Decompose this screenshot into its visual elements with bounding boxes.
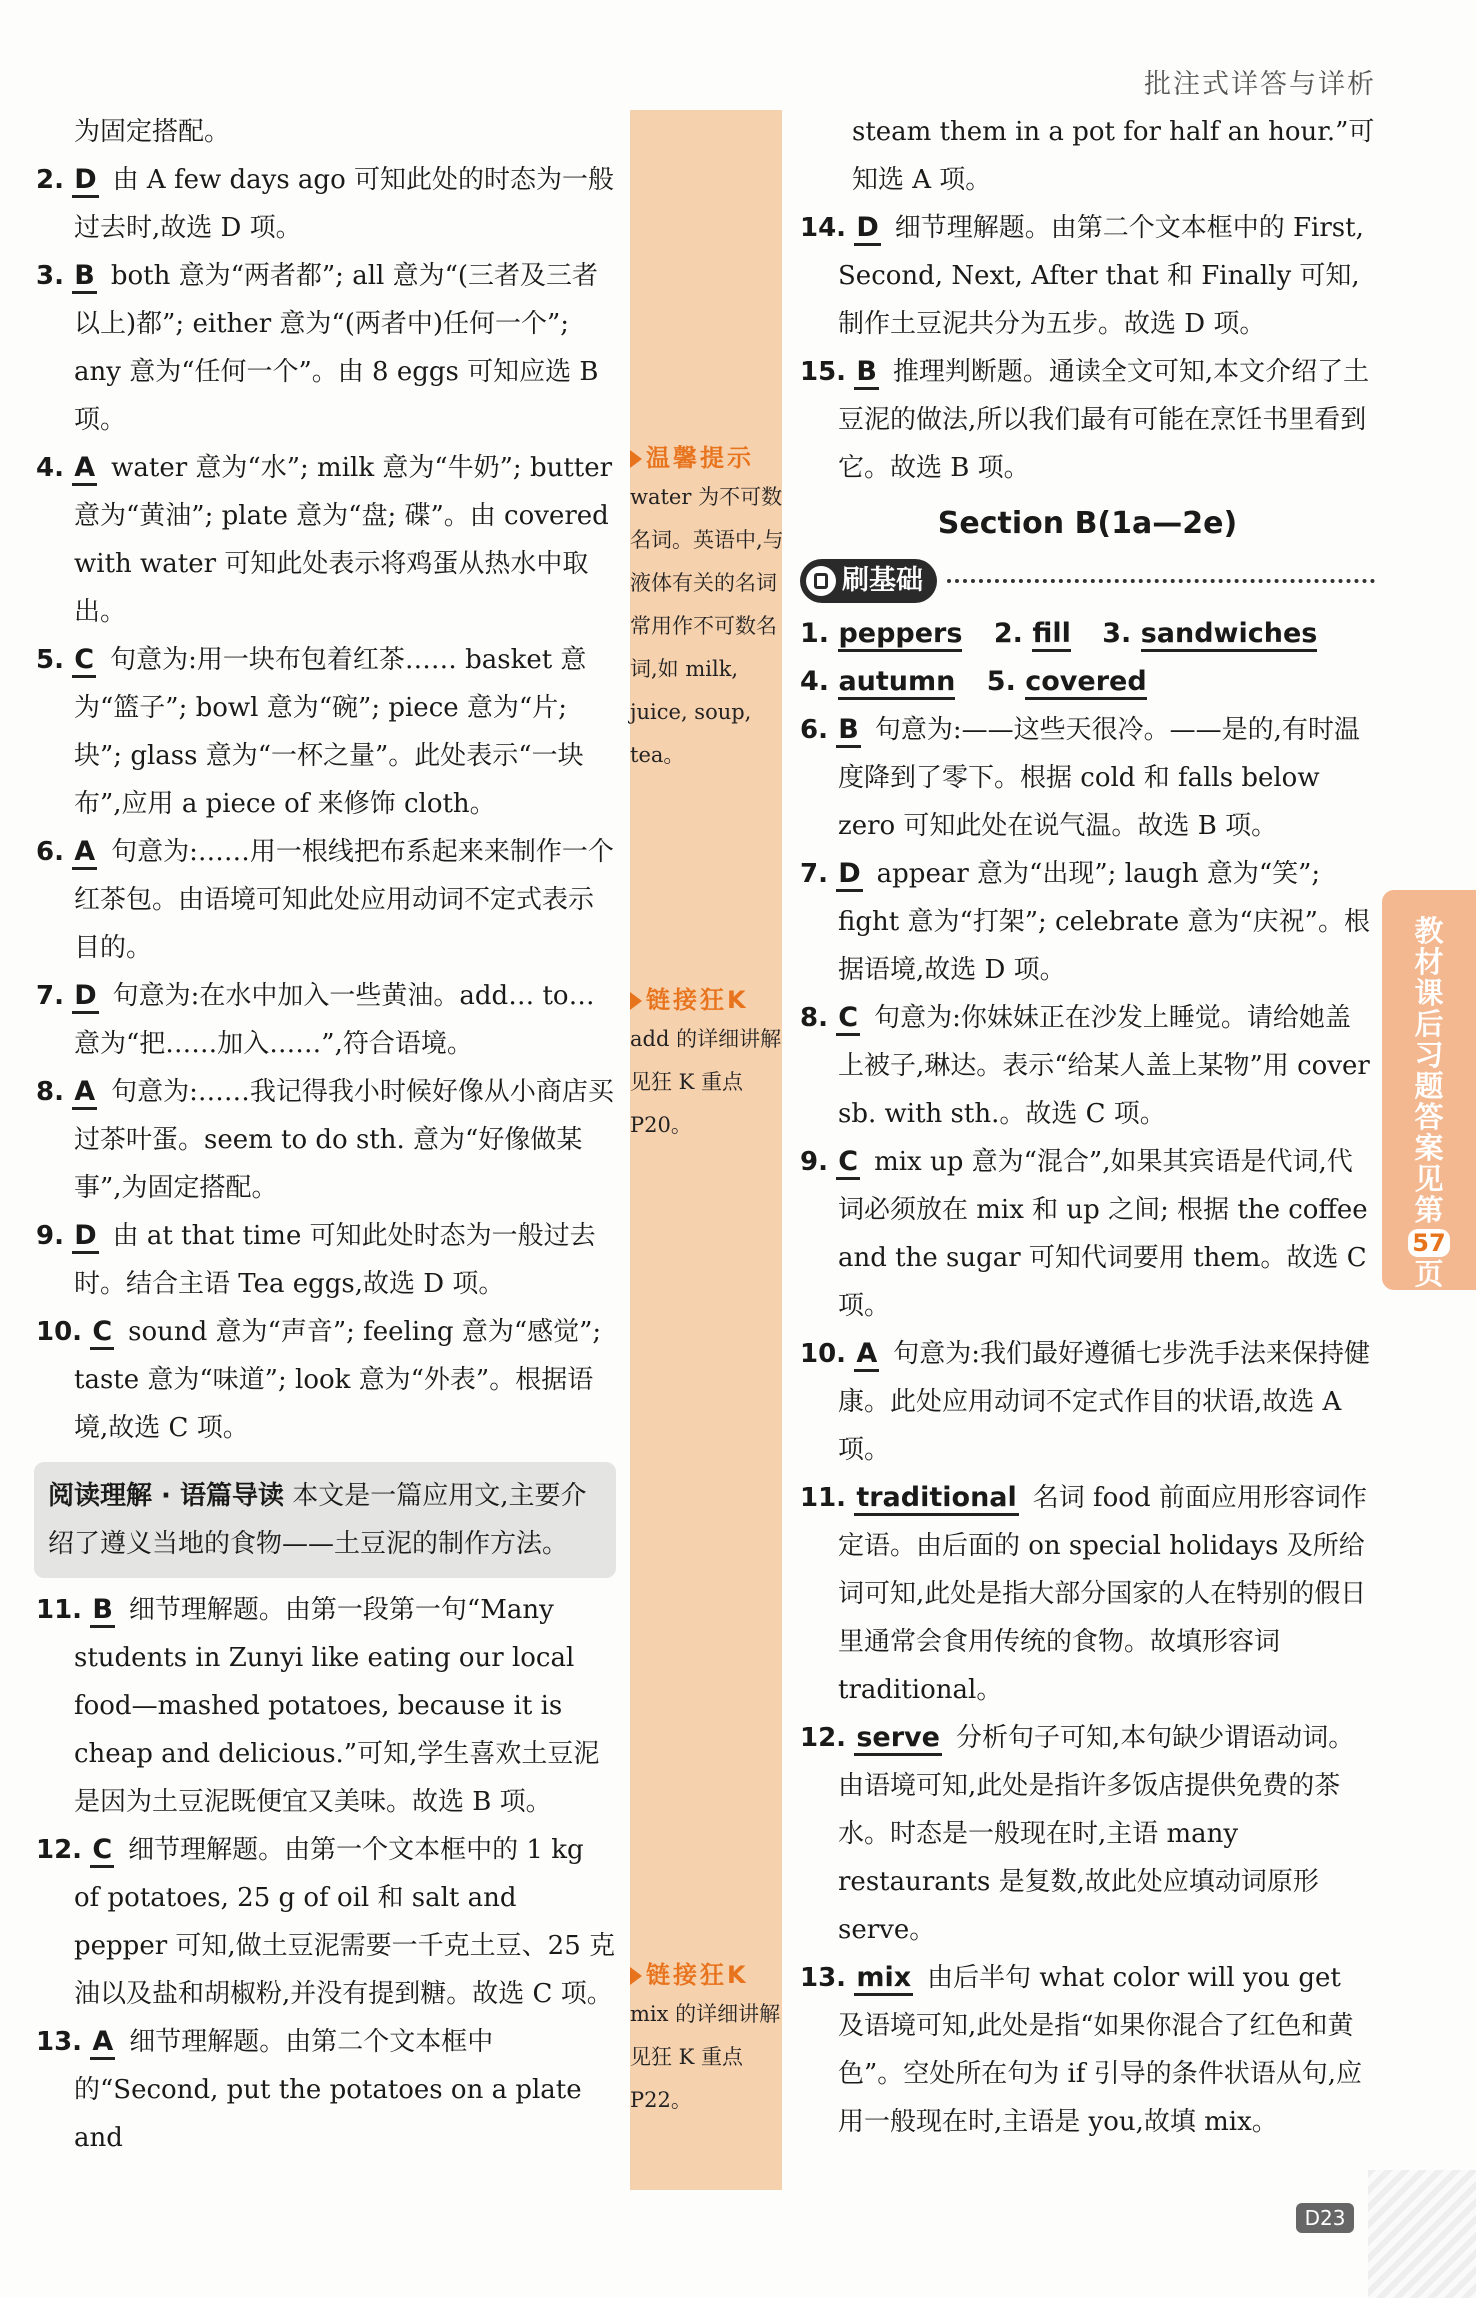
note-body: mix 的详细讲解见狂 K 重点 P22。 [630, 2002, 781, 2112]
left-column [36, 108, 616, 2162]
fill-answers-line-1: 1. peppers 2. fill 3. sandwiches [800, 610, 1375, 658]
note-title: 链接狂K [630, 982, 785, 1018]
practice-header [800, 558, 1375, 604]
answer-item: 8. C 句意为:你妹妹正在沙发上睡觉。请给她盖上被子,琳达。表示“给某人盖上某物”用 cover sb. with sth.。故选 C 项。 [800, 1002, 1370, 1129]
answer-item: 7. D 句意为:在水中加入一些黄油。add… to… 意为“把……加入……”,符合语境。 [36, 980, 595, 1059]
answer-item: 5. C 句意为:用一块布包着红茶…… basket 意为“篮子”; bowl 意为“碗”; piece 意为“片; 块”; glass 意为“一杯之量”。此处表示“一块布”,应用 a piece of 来修饰 cloth。 [36, 644, 587, 819]
corner-hatch [1368, 2170, 1476, 2298]
margin-note-link-add [630, 982, 785, 1147]
answer-item: 13. A 细节理解题。由第二个文本框中的“Second, put the potatoes on a plate and [36, 2026, 582, 2153]
dotted-divider [947, 579, 1375, 583]
answer-item: 10. C sound 意为“声音”; feeling 意为“感觉”; taste 意为“味道”; look 意为“外表”。根据语境,故选 C 项。 [36, 1316, 602, 1443]
note-title: 温馨提示 [630, 440, 785, 476]
answer-item: 7. D appear 意为“出现”; laugh 意为“笑”; fight 意为“打架”; celebrate 意为“庆祝”。根据语境,故选 D 项。 [800, 858, 1370, 985]
answer-item: 11. traditional 名词 food 前面应用形容词作定语。由后面的 on special holidays 及所给词可知,此处是指大部分国家的人在特别的假日里通常会食用传统的食物。故填形容词 traditional。 [800, 1482, 1367, 1705]
note-title: 链接狂K [630, 1957, 785, 1993]
answer-item: 15. B 推理判断题。通读全文可知,本文介绍了土豆泥的做法,所以我们最有可能在烹饪书里看到它。故选 B 项。 [800, 356, 1370, 483]
page-header-title: 批注式详答与详析 [1144, 69, 1376, 100]
note-body: add 的详细讲解见狂 K 重点 P20。 [630, 1027, 782, 1137]
side-tab-text: 教材课后习题答案见第 [1414, 914, 1444, 1227]
page-number: D23 [1296, 2203, 1354, 2233]
margin-notes-column [630, 110, 782, 2190]
answer-item: 11. B 细节理解题。由第一段第一句“Many students in Zunyi like eating our local food—mashed potatoes, because it is cheap and delicious.”可知,学生喜欢土豆泥是因为土豆泥既便宜又美味。故选 B 项。 [36, 1594, 600, 1817]
reading-guide-label: 阅读理解 · 语篇导读 [48, 1481, 284, 1511]
answer-item: 13. mix 由后半句 what color will you get 及语境可知,此处是指“如果你混合了红色和黄色”。空处所在句为 if 引导的条件状语从句,应用一般现在时,主语是 you,故填 mix。 [800, 1962, 1363, 2137]
answer-item: 12. C 细节理解题。由第一个文本框中的 1 kg of potatoes, 25 g of oil 和 salt and pepper 可知,做土豆泥需要一千克土豆、25 克油以及盐和胡椒粉,并没有提到糖。故选 C 项。 [36, 1834, 616, 2009]
side-tab-suffix: 页 [1414, 1257, 1444, 1291]
answer-item: 2. D 由 A few days ago 可知此处的时态为一般过去时,故选 D 项。 [36, 164, 614, 243]
answer-item: 10. A 句意为:我们最好遵循七步洗手法来保持健康。此处应用动词不定式作目的状语,故选 A 项。 [800, 1338, 1370, 1465]
answer-item: 6. B 句意为:——这些天很冷。——是的,有时温度降到了零下。根据 cold 和 falls below zero 可知此处在说气温。故选 B 项。 [800, 714, 1360, 841]
answer-item: 6. A 句意为:……用一根线把布系起来来制作一个红茶包。由语境可知此处应用动词不定式表示目的。 [36, 836, 614, 963]
margin-note-link-mix [630, 1957, 785, 2122]
side-tab [1382, 890, 1476, 1290]
fill-answers-line-2: 4. autumn 5. covered [800, 658, 1375, 706]
book-icon [806, 566, 836, 596]
side-tab-page: 57 [1408, 1229, 1449, 1257]
margin-note-tip [630, 440, 785, 777]
reading-guide-box [34, 1462, 616, 1578]
practice-badge: 刷基础 [800, 559, 937, 603]
answer-item: 14. D 细节理解题。由第二个文本框中的 First, Second, Next, After that 和 Finally 可知,制作土豆泥共分为五步。故选 D 项。 [800, 212, 1364, 339]
answer-item: 8. A 句意为:……我记得我小时候好像从小商店买过茶叶蛋。seem to do sth. 意为“好像做某事”,为固定搭配。 [36, 1076, 614, 1203]
note-body: water 为不可数名词。英语中,与液体有关的名词常用作不可数名词,如 milk, juice, soup, tea。 [630, 485, 784, 767]
section-title: Section B(1a—2e) [937, 506, 1238, 541]
intro-text: 为固定搭配。 [74, 117, 231, 147]
right-column [800, 108, 1375, 2146]
answer-item: 4. A water 意为“水”; milk 意为“牛奶”; butter 意为“黄油”; plate 意为“盘; 碟”。由 covered with water 可知此处表示将鸡蛋从热水中取出。 [36, 452, 613, 627]
answer-item: 12. serve 分析句子可知,本句缺少谓语动词。由语境可知,此处是指许多饭店提供免费的茶水。时态是一般现在时,主语 many restaurants 是复数,故此处应填动词原形 serve。 [800, 1722, 1355, 1945]
answer-item: 9. D 由 at that time 可知此处时态为一般过去时。结合主语 Tea eggs,故选 D 项。 [36, 1220, 596, 1299]
answer-item: 9. C mix up 意为“混合”,如果其宾语是代词,代词必须放在 mix 和 up 之间; 根据 the coffee and the sugar 可知代词要用 them。故选 C 项。 [800, 1146, 1368, 1321]
answer-item: 3. B both 意为“两者都”; all 意为“(三者及三者以上)都”; either 意为“(两者中)任何一个”; any 意为“任何一个”。由 8 eggs 可知应选 B 项。 [36, 260, 599, 435]
reading-guide-text: 本文是一篇应用文,主要介绍了遵义当地的食物——土豆泥的制作方法。 [48, 1481, 587, 1559]
intro-text: steam them in a pot for half an hour.”可知选 A 项。 [852, 117, 1375, 195]
